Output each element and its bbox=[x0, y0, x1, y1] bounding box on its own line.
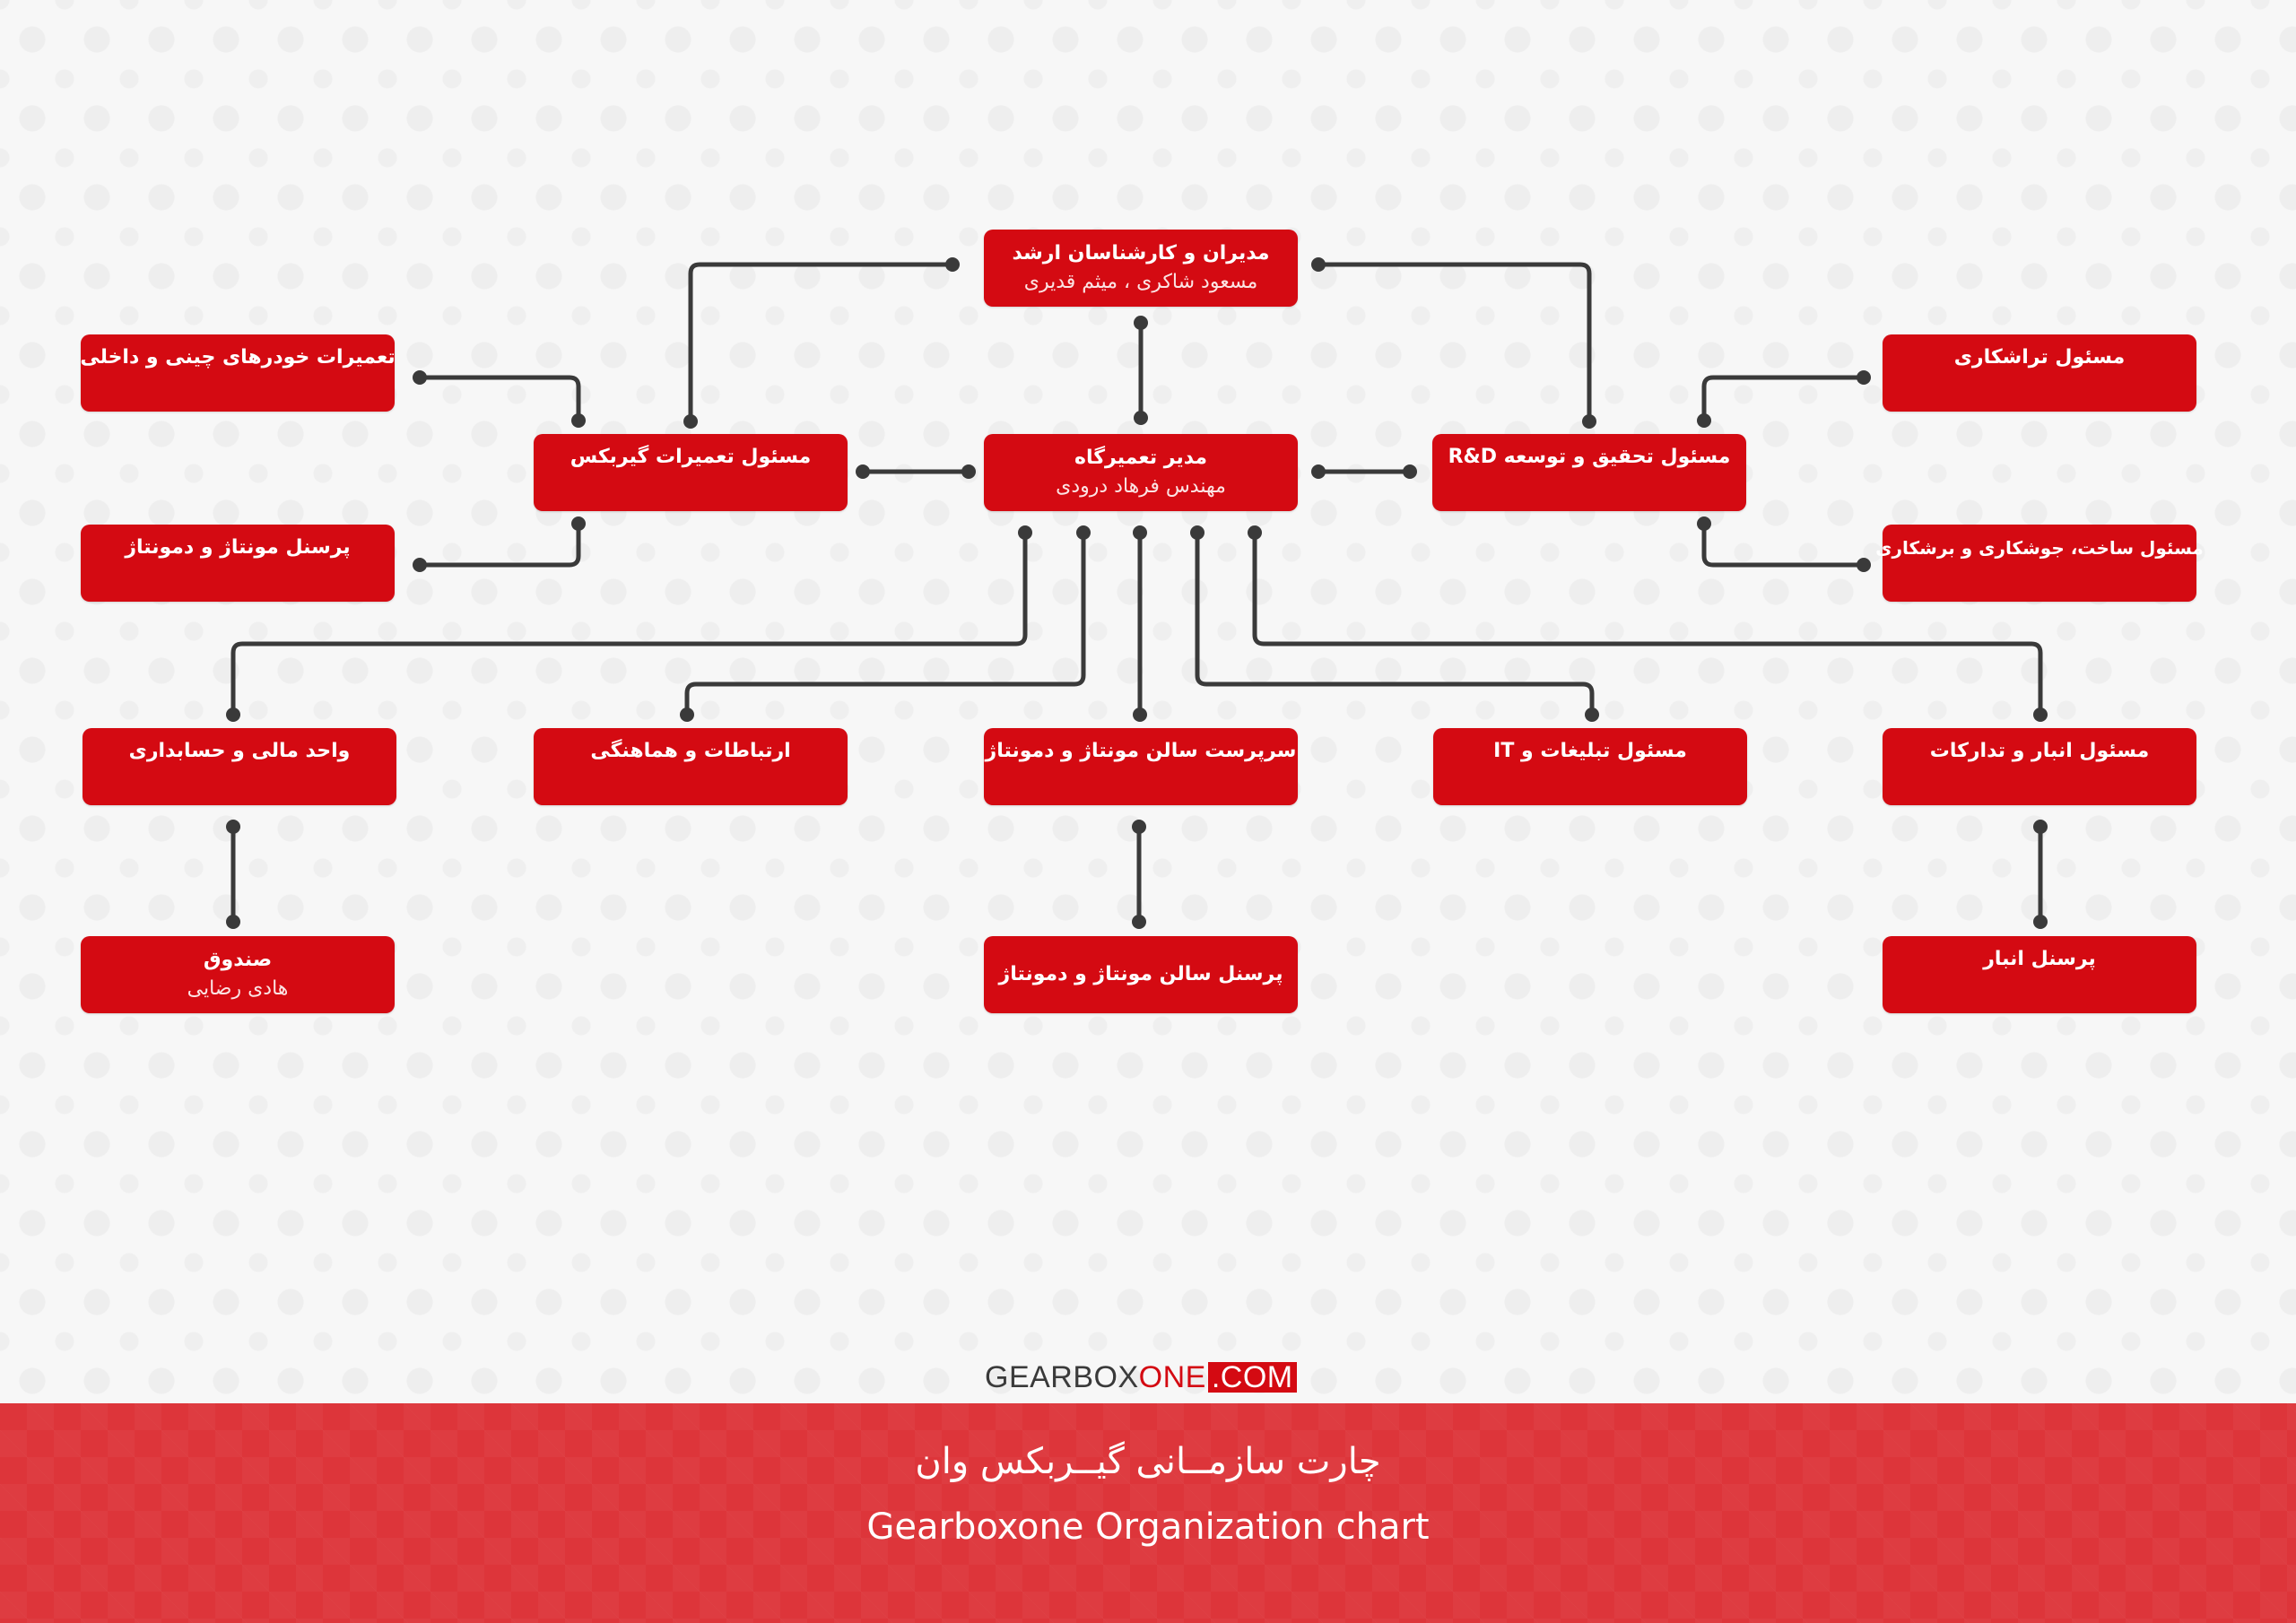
link-gearbox-assembly bbox=[420, 524, 578, 565]
footer-title-persian: چارت سازمــانی گیــربکس وان bbox=[915, 1441, 1381, 1482]
node-assembly-staff bbox=[81, 525, 395, 602]
node-title: مسئول تراشکاری bbox=[1953, 346, 2126, 369]
node-title: مسئول تحقیق و توسعه R&D bbox=[1448, 446, 1731, 468]
node-title: مدیران و کارشناسان ارشد bbox=[1012, 242, 1270, 265]
node-title: تعمیرات خودرهای چینی و داخلی bbox=[80, 346, 396, 369]
node-chinese-cars-repair bbox=[81, 334, 395, 412]
link-rnd-turning bbox=[1704, 378, 1864, 421]
node-subtitle: هادی رضایی bbox=[187, 977, 289, 1000]
link-rnd-welding bbox=[1704, 524, 1864, 565]
footer-title-english: Gearboxone Organization chart bbox=[866, 1506, 1430, 1548]
node-welding bbox=[1875, 525, 2204, 602]
node-warehouse bbox=[1883, 728, 2196, 805]
node-turning bbox=[1883, 334, 2196, 412]
node-title: مسئول ساخت، جوشکاری و برشکاری bbox=[1875, 537, 2204, 559]
node-senior-managers bbox=[984, 230, 1298, 307]
node-title: پرسنل سالن مونتاژ و دمونتاژ bbox=[998, 963, 1283, 985]
node-ads-it bbox=[1433, 728, 1747, 805]
node-workshop-manager bbox=[984, 434, 1298, 511]
connector-dots bbox=[226, 257, 2048, 929]
footer-banner bbox=[0, 1403, 2296, 1623]
node-gearbox-repair bbox=[534, 434, 848, 511]
node-title: مسئول تعمیرات گیربکس bbox=[570, 446, 812, 468]
node-warehouse-staff bbox=[1883, 936, 2196, 1013]
logo-part-gearbox: GEARBOX bbox=[985, 1359, 1139, 1394]
node-title: پرسنل مونتاژ و دمونتاژ bbox=[125, 536, 351, 559]
node-research-development bbox=[1432, 434, 1746, 511]
node-title: مسئول تبلیغات و IT bbox=[1493, 740, 1687, 762]
node-title: مسئول انبار و تدارکات bbox=[1929, 740, 2150, 762]
node-subtitle: مسعود شاکری ، میثم قدیری bbox=[1023, 271, 1258, 293]
node-title: ارتباطات و هماهنگی bbox=[590, 740, 791, 762]
node-title: پرسنل انبار bbox=[1983, 948, 2096, 970]
node-title: واحد مالی و حسابداری bbox=[128, 740, 351, 762]
link-gearbox-chinese bbox=[420, 378, 578, 421]
node-hall-staff bbox=[984, 936, 1298, 1013]
node-title: صندوق bbox=[203, 949, 273, 971]
link-senior-gearbox bbox=[691, 265, 952, 421]
gearboxone-logo bbox=[985, 1358, 1313, 1396]
node-title: مدیر تعمیرگاه bbox=[1074, 447, 1208, 469]
logo-part-one: ONE bbox=[1138, 1359, 1206, 1394]
link-senior-rnd bbox=[1318, 265, 1589, 421]
node-finance bbox=[83, 728, 396, 805]
logo-part-com: .COM bbox=[1208, 1362, 1297, 1393]
node-hall-supervisor bbox=[984, 728, 1298, 805]
node-communications bbox=[534, 728, 848, 805]
node-subtitle: مهندس فرهاد درودی bbox=[1056, 475, 1226, 498]
node-cashier bbox=[81, 936, 395, 1013]
node-title: سرپرست سالن مونتاژ و دمونتاژ bbox=[985, 740, 1297, 762]
